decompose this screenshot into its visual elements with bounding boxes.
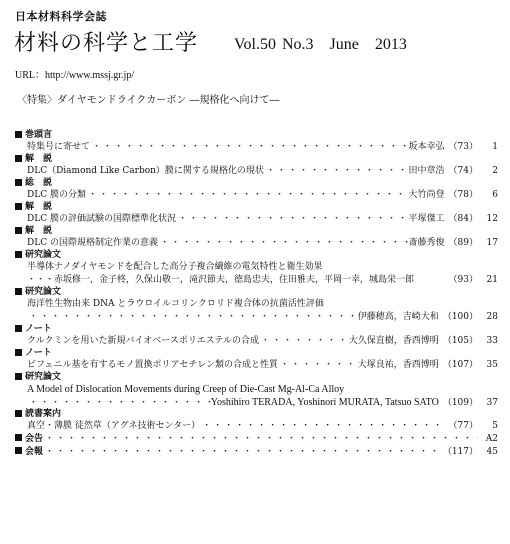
toc-entry[interactable] bbox=[15, 335, 498, 348]
article-ref: （73） bbox=[448, 142, 478, 152]
table-of-contents bbox=[15, 130, 498, 459]
section-heading: 研究論文 bbox=[15, 287, 498, 298]
article-page: 35 bbox=[486, 360, 498, 370]
leader-dots bbox=[264, 165, 409, 178]
article-ref: （89） bbox=[448, 238, 478, 248]
article-page: 17 bbox=[486, 238, 498, 248]
square-bullet-icon bbox=[15, 434, 22, 441]
article-page: 2 bbox=[492, 166, 498, 176]
article-page: 21 bbox=[486, 275, 498, 285]
article-author: 伊藤穂高，吉崎大和 bbox=[357, 312, 439, 322]
toc-entry[interactable] bbox=[15, 237, 498, 250]
special-issue-title: 〈特集〉ダイヤモンドライクカーボン ―規格化へ向けて― bbox=[17, 95, 280, 106]
square-bullet-icon bbox=[15, 131, 22, 138]
toc-entry[interactable] bbox=[15, 359, 498, 372]
article-author: 斎藤秀俊 bbox=[408, 238, 445, 248]
volume-info bbox=[234, 36, 417, 54]
leader-dots bbox=[90, 141, 409, 154]
section-heading: 読書案内 bbox=[15, 409, 498, 420]
article-ref: （105） bbox=[442, 336, 478, 346]
article-author: 田中章浩 bbox=[408, 166, 445, 176]
leader-dots bbox=[259, 335, 349, 348]
square-bullet-icon bbox=[15, 251, 22, 258]
article-title: クルクミンを用いた新規バイオベースポリエステルの合成 bbox=[27, 336, 260, 346]
article-page: 45 bbox=[486, 447, 498, 457]
toc-entry[interactable] bbox=[15, 420, 498, 433]
leader-dots bbox=[278, 359, 358, 372]
square-bullet-icon bbox=[15, 373, 22, 380]
issue-year: 2013 bbox=[374, 36, 407, 53]
article-title[interactable]: 海洋性生物由来 DNA とラウロイルコリンクロリド複合体の抗菌活性評価 bbox=[27, 299, 324, 309]
journal-title: 材料の科学と工学 bbox=[14, 31, 199, 56]
toc-entry[interactable] bbox=[15, 433, 498, 446]
leader-dots bbox=[43, 446, 439, 459]
square-bullet-icon bbox=[15, 203, 22, 210]
toc-entry[interactable] bbox=[15, 396, 498, 409]
article-author: 大塚良祐，香西博明 bbox=[357, 360, 439, 370]
article-ref: （93） bbox=[448, 275, 478, 285]
article-ref: （77） bbox=[448, 421, 478, 431]
leader-dots bbox=[27, 311, 358, 324]
article-title: ビフェニル基を有するモノ置換ポリアセチレン類の合成と性質 bbox=[27, 360, 278, 370]
toc-entry[interactable] bbox=[15, 189, 498, 202]
section-heading: ノート bbox=[15, 324, 498, 335]
square-bullet-icon bbox=[15, 227, 22, 234]
toc-entry[interactable] bbox=[15, 446, 498, 459]
square-bullet-icon bbox=[15, 447, 22, 454]
article-ref: （117） bbox=[442, 447, 478, 457]
article-ref: （100） bbox=[442, 312, 478, 322]
square-bullet-icon bbox=[15, 179, 22, 186]
article-title[interactable]: A Model of Dislocation Movements during Creep of Die-Cast Mg-Al-Ca Alloy bbox=[27, 384, 345, 395]
article-author: 平塚傑工 bbox=[408, 214, 445, 224]
article-author: 坂本幸弘 bbox=[408, 142, 445, 152]
section-heading: 巻頭言 bbox=[15, 130, 498, 141]
article-page: 12 bbox=[486, 214, 498, 224]
article-title: DLC 膜の評価試験の国際標準化状況 bbox=[27, 214, 176, 224]
section-heading: 解 説 bbox=[15, 154, 498, 165]
toc-entry[interactable] bbox=[15, 141, 498, 154]
article-page: 6 bbox=[492, 190, 498, 200]
toc-entry[interactable] bbox=[15, 213, 498, 226]
leader-dots bbox=[158, 237, 409, 250]
square-bullet-icon bbox=[15, 155, 22, 162]
article-title[interactable]: 半導体ナノダイヤモンドを配合した高分子複合繊維の電気特性と衛生効果 bbox=[27, 262, 323, 272]
article-page: 37 bbox=[486, 398, 498, 408]
article-title: DLC の国際規格制定作業の意義 bbox=[27, 238, 158, 248]
article-title: 特集号に寄せて bbox=[27, 142, 91, 152]
square-bullet-icon bbox=[15, 410, 22, 417]
article-author: ・・・赤坂修一，金子柊，久保山敬一，滝沢節夫，徳島忠夫，住田雅夫，平岡一幸，城島栄一郎 bbox=[27, 275, 415, 285]
article-author: 大久保直樹，香西博明 bbox=[348, 336, 439, 346]
leader-dots bbox=[200, 420, 444, 433]
journal-url[interactable]: URL：http://www.mssj.gr.jp/ bbox=[15, 70, 135, 81]
section-heading: ノート bbox=[15, 348, 498, 359]
square-bullet-icon bbox=[15, 325, 22, 332]
issue-month: June bbox=[329, 36, 359, 53]
section-heading: 解 説 bbox=[15, 226, 498, 237]
article-title: 真空・薄膜 徒然草（アグネ技術センター） bbox=[27, 421, 201, 431]
leader-dots bbox=[43, 433, 478, 446]
section-heading: 会報 bbox=[15, 446, 43, 459]
section-heading: 解 説 bbox=[15, 202, 498, 213]
square-bullet-icon bbox=[15, 349, 22, 356]
section-heading: 会告 bbox=[15, 433, 43, 446]
article-ref: （107） bbox=[442, 360, 478, 370]
article-ref: （109） bbox=[442, 398, 478, 408]
article-ref: （78） bbox=[448, 190, 478, 200]
article-page: 28 bbox=[486, 312, 498, 322]
leader-dots bbox=[176, 213, 409, 226]
article-page: 33 bbox=[486, 336, 498, 346]
society-name: 日本材料科学会誌 bbox=[15, 10, 107, 23]
article-page: 1 bbox=[492, 142, 498, 152]
article-title: DLC 膜の分類 bbox=[27, 190, 86, 200]
section-heading: 研究論文 bbox=[15, 372, 498, 383]
article-title: DLC（Diamond Like Carbon）膜に関する規格化の現状 bbox=[27, 166, 264, 176]
leader-dots bbox=[86, 189, 409, 202]
section-heading: 総 説 bbox=[15, 178, 498, 189]
article-page: 5 bbox=[492, 421, 498, 431]
volume-number: Vol.50 No.3 bbox=[234, 36, 314, 53]
article-page: A2 bbox=[485, 434, 498, 444]
toc-entry[interactable] bbox=[15, 165, 498, 178]
article-author: Yoshihiro TERADA, Yoshinori MURATA, Tatsuo SATO bbox=[210, 397, 439, 408]
article-ref: （84） bbox=[448, 214, 478, 224]
section-heading: 研究論文 bbox=[15, 250, 498, 261]
square-bullet-icon bbox=[15, 288, 22, 295]
toc-entry[interactable] bbox=[15, 311, 498, 324]
article-author: 大竹尚登 bbox=[408, 190, 445, 200]
article-ref: （74） bbox=[448, 166, 478, 176]
toc-entry[interactable] bbox=[15, 274, 498, 287]
